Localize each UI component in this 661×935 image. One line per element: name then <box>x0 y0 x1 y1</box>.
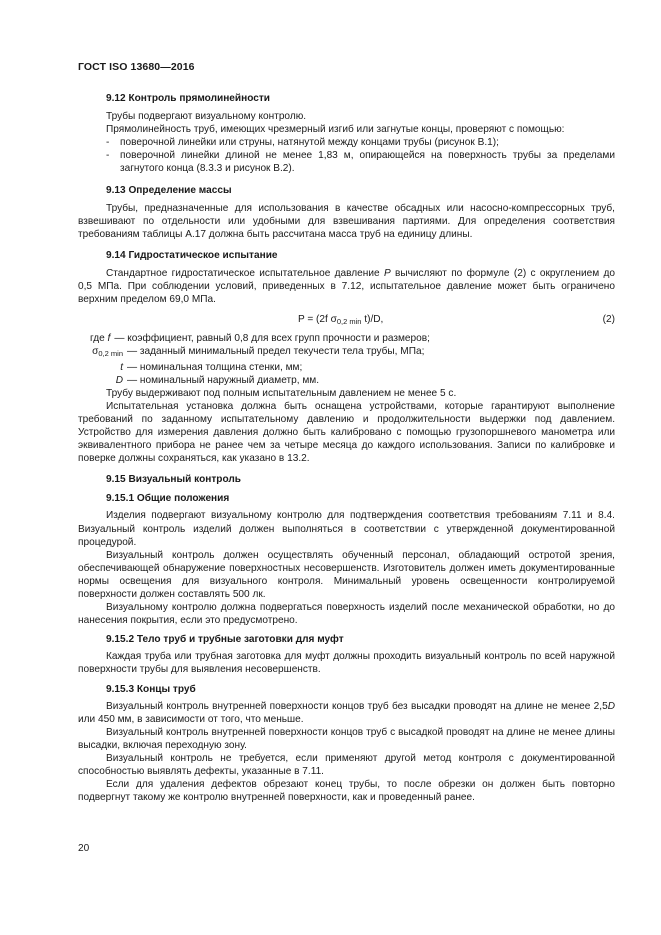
list-item-text: поверочной линейки или струны, натянутой между концами трубы (рисунок В.1); <box>120 137 499 149</box>
section-9-15-3-p4: Если для удаления дефектов обрезают конец трубы, то после обрезки он должен быть повторно подвергнут такому же контролю внутренней поверхности, как и проведенный ранее. <box>78 779 615 804</box>
section-9-15-1-p3: Визуальному контролю должна подвергаться поверхность изделий после механической обработки, но до нанесения покрытия, если это предусмотрено. <box>78 602 615 627</box>
definition-text: — номинальная толщина стенки, мм; <box>127 361 303 373</box>
section-9-12-title: 9.12 Контроль прямолинейности <box>106 93 271 104</box>
section-9-15-3-p2: Визуальный контроль внутренней поверхности концов труб с высадкой проводят на длине не менее длины высадки, включая переходную зону. <box>78 726 615 751</box>
text-run: или 450 мм, в зависимости от того, что меньше. <box>78 713 304 725</box>
formula-right: t)/D, <box>361 314 384 326</box>
section-9-12-p1: Трубы подвергают визуальному контролю. <box>106 111 307 123</box>
definition-t <box>78 361 615 374</box>
definition-text: — заданный минимальный предел текучести тела трубы, МПа; <box>127 346 425 358</box>
definition-d <box>78 374 615 387</box>
list-item-text: поверочной линейки длиной не менее 1,83 м, опирающейся на поверхность трубы за пределами загнутого конца (8.3.3 и рисунок В.2). <box>120 150 615 175</box>
section-9-15-2-p1: Каждая труба или трубная заготовка для муфт должны проходить визуальный контроль по всей наружной поверхности трубы для выявления несовершенств. <box>78 651 615 676</box>
section-9-15-3-p3: Визуальный контроль не требуется, если применяют другой метод контроля с документированной способностью выявлять дефекты, указанные в 7.11. <box>78 753 615 778</box>
definition-sigma <box>78 345 615 360</box>
list-dash: - <box>106 150 110 162</box>
list-dash: - <box>106 137 110 149</box>
definition-symbol <box>78 332 110 345</box>
section-9-14-p2: Трубу выдерживают под полным испытательным давлением не менее 5 с. <box>106 387 457 399</box>
symbol-sigma: σ <box>92 346 99 358</box>
where-word: где <box>90 333 105 345</box>
symbol-d: D <box>115 374 123 386</box>
definition-symbol <box>78 374 123 387</box>
section-9-15-2-title: 9.15.2 Тело труб и трубные заготовки для муфт <box>106 634 344 646</box>
definition-text: — коэффициент, равный 0,8 для всех групп прочности и размеров; <box>114 333 430 345</box>
section-9-15-3-title: 9.15.3 Концы труб <box>106 683 196 695</box>
variable-d: D <box>607 700 615 712</box>
formula-left: P = (2f σ <box>298 314 337 326</box>
formula-expression <box>298 313 383 328</box>
standard-header: ГОСТ ISO 13680—2016 <box>78 61 195 73</box>
text-run: вычисляют по формуле (2) с округлением до 0,5 МПа. При соблюдении условий, приведенных в 7.12, испытательное давление может быть ограничено верхним пределом 69,0 МПа. <box>78 268 615 306</box>
section-9-15-3-p1 <box>78 700 615 726</box>
definition-text: — номинальный наружный диаметр, мм. <box>127 374 320 386</box>
symbol-f: f <box>107 333 111 345</box>
text-run: Визуальный контроль внутренней поверхности концов труб без высадки проводят на длине не менее 2,5 <box>106 700 608 712</box>
section-9-13-p1: Трубы, предназначенные для использования в качестве обсадных или насосно-компрессорных труб, взвешивают по отдельности или удобными для взвешивания партиями. Для определения соответствия требованиям таблицы А.17 должна быть рассчитана масса труб на единицу длины. <box>78 202 615 240</box>
section-9-13-title: 9.13 Определение массы <box>106 184 232 196</box>
list-item <box>92 149 615 175</box>
section-9-14-p1 <box>78 267 615 306</box>
section-9-14-p3: Испытательная установка должна быть оснащена устройствами, которые гарантируют выполнение требований по заданному испытательному давлению и продолжительности выдержки под давлением. Устройство для измерения давления должно быть калибровано с помощью грузопоршневого манометра или эквивалентного прибора не ранее чем за четыре месяца до каждого использования. Записи по калибровке и поверке должны сохраняться, как указано в 13.2. <box>78 400 615 465</box>
formula-number: (2) <box>602 314 615 326</box>
formula-subscript: 0,2 min <box>336 317 362 327</box>
list-item <box>92 136 615 149</box>
formula-2 <box>78 311 615 328</box>
text-run: Стандартное гидростатическое испытательное давление <box>106 268 384 280</box>
variable-p: P <box>383 268 391 280</box>
definition-symbol <box>78 361 123 374</box>
symbol-t: t <box>120 361 123 373</box>
section-9-15-1-p2: Визуальный контроль должен осуществлять обученный персонал, обладающий остротой зрения, обеспечивающей обнаружение поверхностных несовершенств. Изготовитель должен иметь документированные нормы освещения для визуального контроля. Минимальный уровень освещенности контролируемой поверхности должен составлять 500 лк. <box>78 549 615 600</box>
section-9-15-1-title: 9.15.1 Общие положения <box>106 493 230 505</box>
definition-f <box>78 332 615 345</box>
section-9-15-title: 9.15 Визуальный контроль <box>106 474 241 486</box>
section-9-12-p2: Прямолинейность труб, имеющих чрезмерный изгиб или загнутые концы, проверяют с помощью: <box>106 124 565 136</box>
page-number: 20 <box>78 843 90 854</box>
document-body <box>78 92 615 804</box>
section-9-14-title: 9.14 Гидростатическое испытание <box>106 249 278 261</box>
symbol-subscript: 0,2 min <box>98 349 123 359</box>
section-9-15-1-p1: Изделия подвергают визуальному контролю для подтверждения соответствия требованиям 7.11 и 8.4. Визуальный контроль изделий должен выполняться в соответствии с утвержденной документированной процедурой. <box>78 510 615 548</box>
definition-symbol <box>78 345 123 360</box>
